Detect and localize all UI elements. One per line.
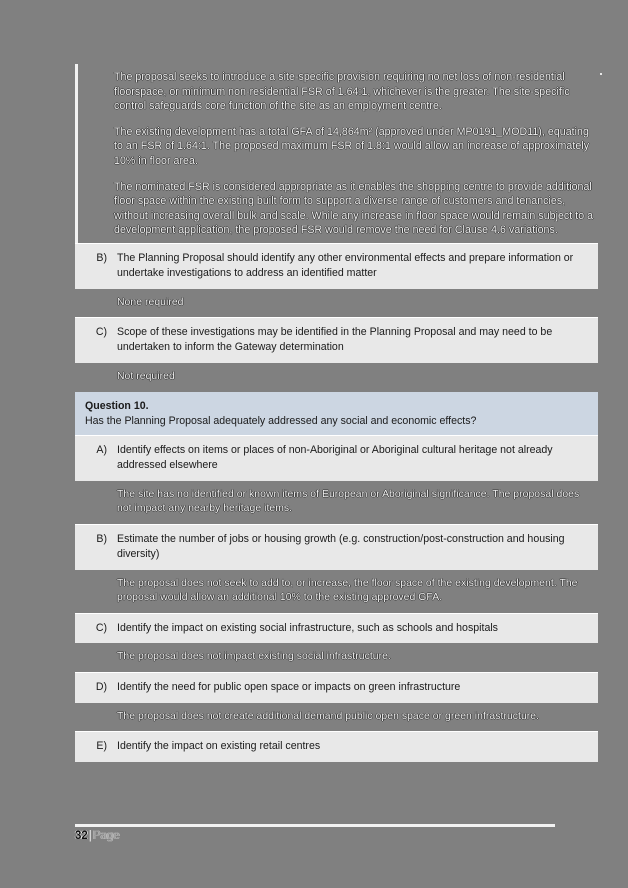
page-content	[75, 64, 598, 791]
prompt-text: Scope of these investigations may be identified in the Planning Proposal and may need to be undertaken to inform the Gateway determination	[117, 326, 553, 353]
footer-divider	[75, 824, 555, 827]
prompt-letter: A)	[96, 444, 107, 457]
prompt-row-b-environmental-effects	[75, 244, 598, 289]
prompt-text: Identify the impact on existing social infrastructure, such as schools and hospitals	[117, 621, 498, 634]
prompt-row-c-scope-investigations	[75, 318, 598, 363]
prompt-letter: C)	[95, 621, 107, 634]
prompt-text: Estimate the number of jobs or housing growth (e.g. construction/post-construction and housing diversity)	[117, 532, 565, 560]
answer-row-c-scope-investigations: Not required	[75, 363, 598, 393]
prompt-letter: E)	[96, 740, 107, 753]
footer-page-label: Page	[92, 830, 120, 842]
page-footer	[75, 824, 555, 844]
footer-separator: |	[88, 830, 92, 842]
scan-artifact-dot	[600, 73, 602, 75]
prompt-letter: B)	[96, 251, 107, 264]
intro-paragraph-1: The proposal seeks to introduce a site-specific provision requiring no net loss of non-residential floorspace, or minimum non-residential FSR of 1.64:1, whichever is the greater. The site-specific control safeguards core function of the site as an employment centre.	[114, 71, 570, 113]
answer-row-q10-b-jobs-housing-growth: The proposal does not seek to add to, or increase, the floor space of the existing development. The proposal would allow an additional 10% to the existing approved GFA.	[75, 570, 598, 614]
prompt-text: The Planning Proposal should identify any other environmental effects and prepare information or undertake investigations to address an identified matter	[117, 251, 574, 279]
answer-row-b-environmental-effects: None required	[75, 289, 598, 319]
question-text: Has the Planning Proposal adequately addressed any social and economic effects?	[85, 414, 477, 427]
answer-row-q10-a-cultural-heritage: The site has no identified or known items of European or Aboriginal significance. The proposal does not impact any nearby heritage items.	[75, 481, 598, 525]
prompt-row-q10-d-public-open-space	[75, 673, 598, 703]
prompt-row-q10-e-retail-centres	[75, 732, 598, 762]
footer-page-number: 32	[75, 830, 88, 842]
intro-paragraph-2: The existing development has a total GFA of 14,864m² (approved under MP0191_MOD11), equating to an FSR of 1.64:1. The proposed maximum FSR of 1.8:1 would allow an increase of approximately 10% in floor area.	[114, 125, 590, 167]
answer-row-q10-d-public-open-space: The proposal does not create additional demand public open space or green infrastructure.	[75, 703, 598, 733]
footer-line	[75, 829, 555, 844]
question-number: Question 10.	[85, 400, 149, 413]
answer-row-q10-c-social-infrastructure: The proposal does not impact existing social infrastructure.	[75, 643, 598, 673]
prompt-row-q10-c-social-infrastructure	[75, 614, 598, 644]
answer-row-q10-e-retail-centres	[75, 762, 598, 791]
prompt-text: Identify effects on items or places of non-Aboriginal or Aboriginal cultural heritage not already addressed elsewhere	[117, 444, 553, 471]
prompt-text: Identify the impact on existing retail centres	[117, 740, 321, 753]
intro-answer-block	[75, 64, 598, 244]
question-10-banner	[75, 392, 598, 436]
prompt-letter: C)	[95, 326, 107, 339]
prompt-letter: D)	[95, 681, 107, 694]
prompt-row-q10-b-jobs-housing-growth	[75, 525, 598, 570]
prompt-text: Identify the need for public open space or impacts on green infrastructure	[117, 681, 461, 694]
prompt-row-q10-a-cultural-heritage	[75, 436, 598, 481]
intro-paragraph-3: The nominated FSR is considered appropriate as it enables the shopping centre to provide additional floor space within the existing built form to support a diverse range of customers and tenancies, without increasing overall bulk and scale. While any increase in floor space would remain subject to a development application, the proposed FSR would remove the need for Clause 4.6 variations.	[114, 180, 594, 237]
prompt-letter: B)	[96, 532, 107, 545]
